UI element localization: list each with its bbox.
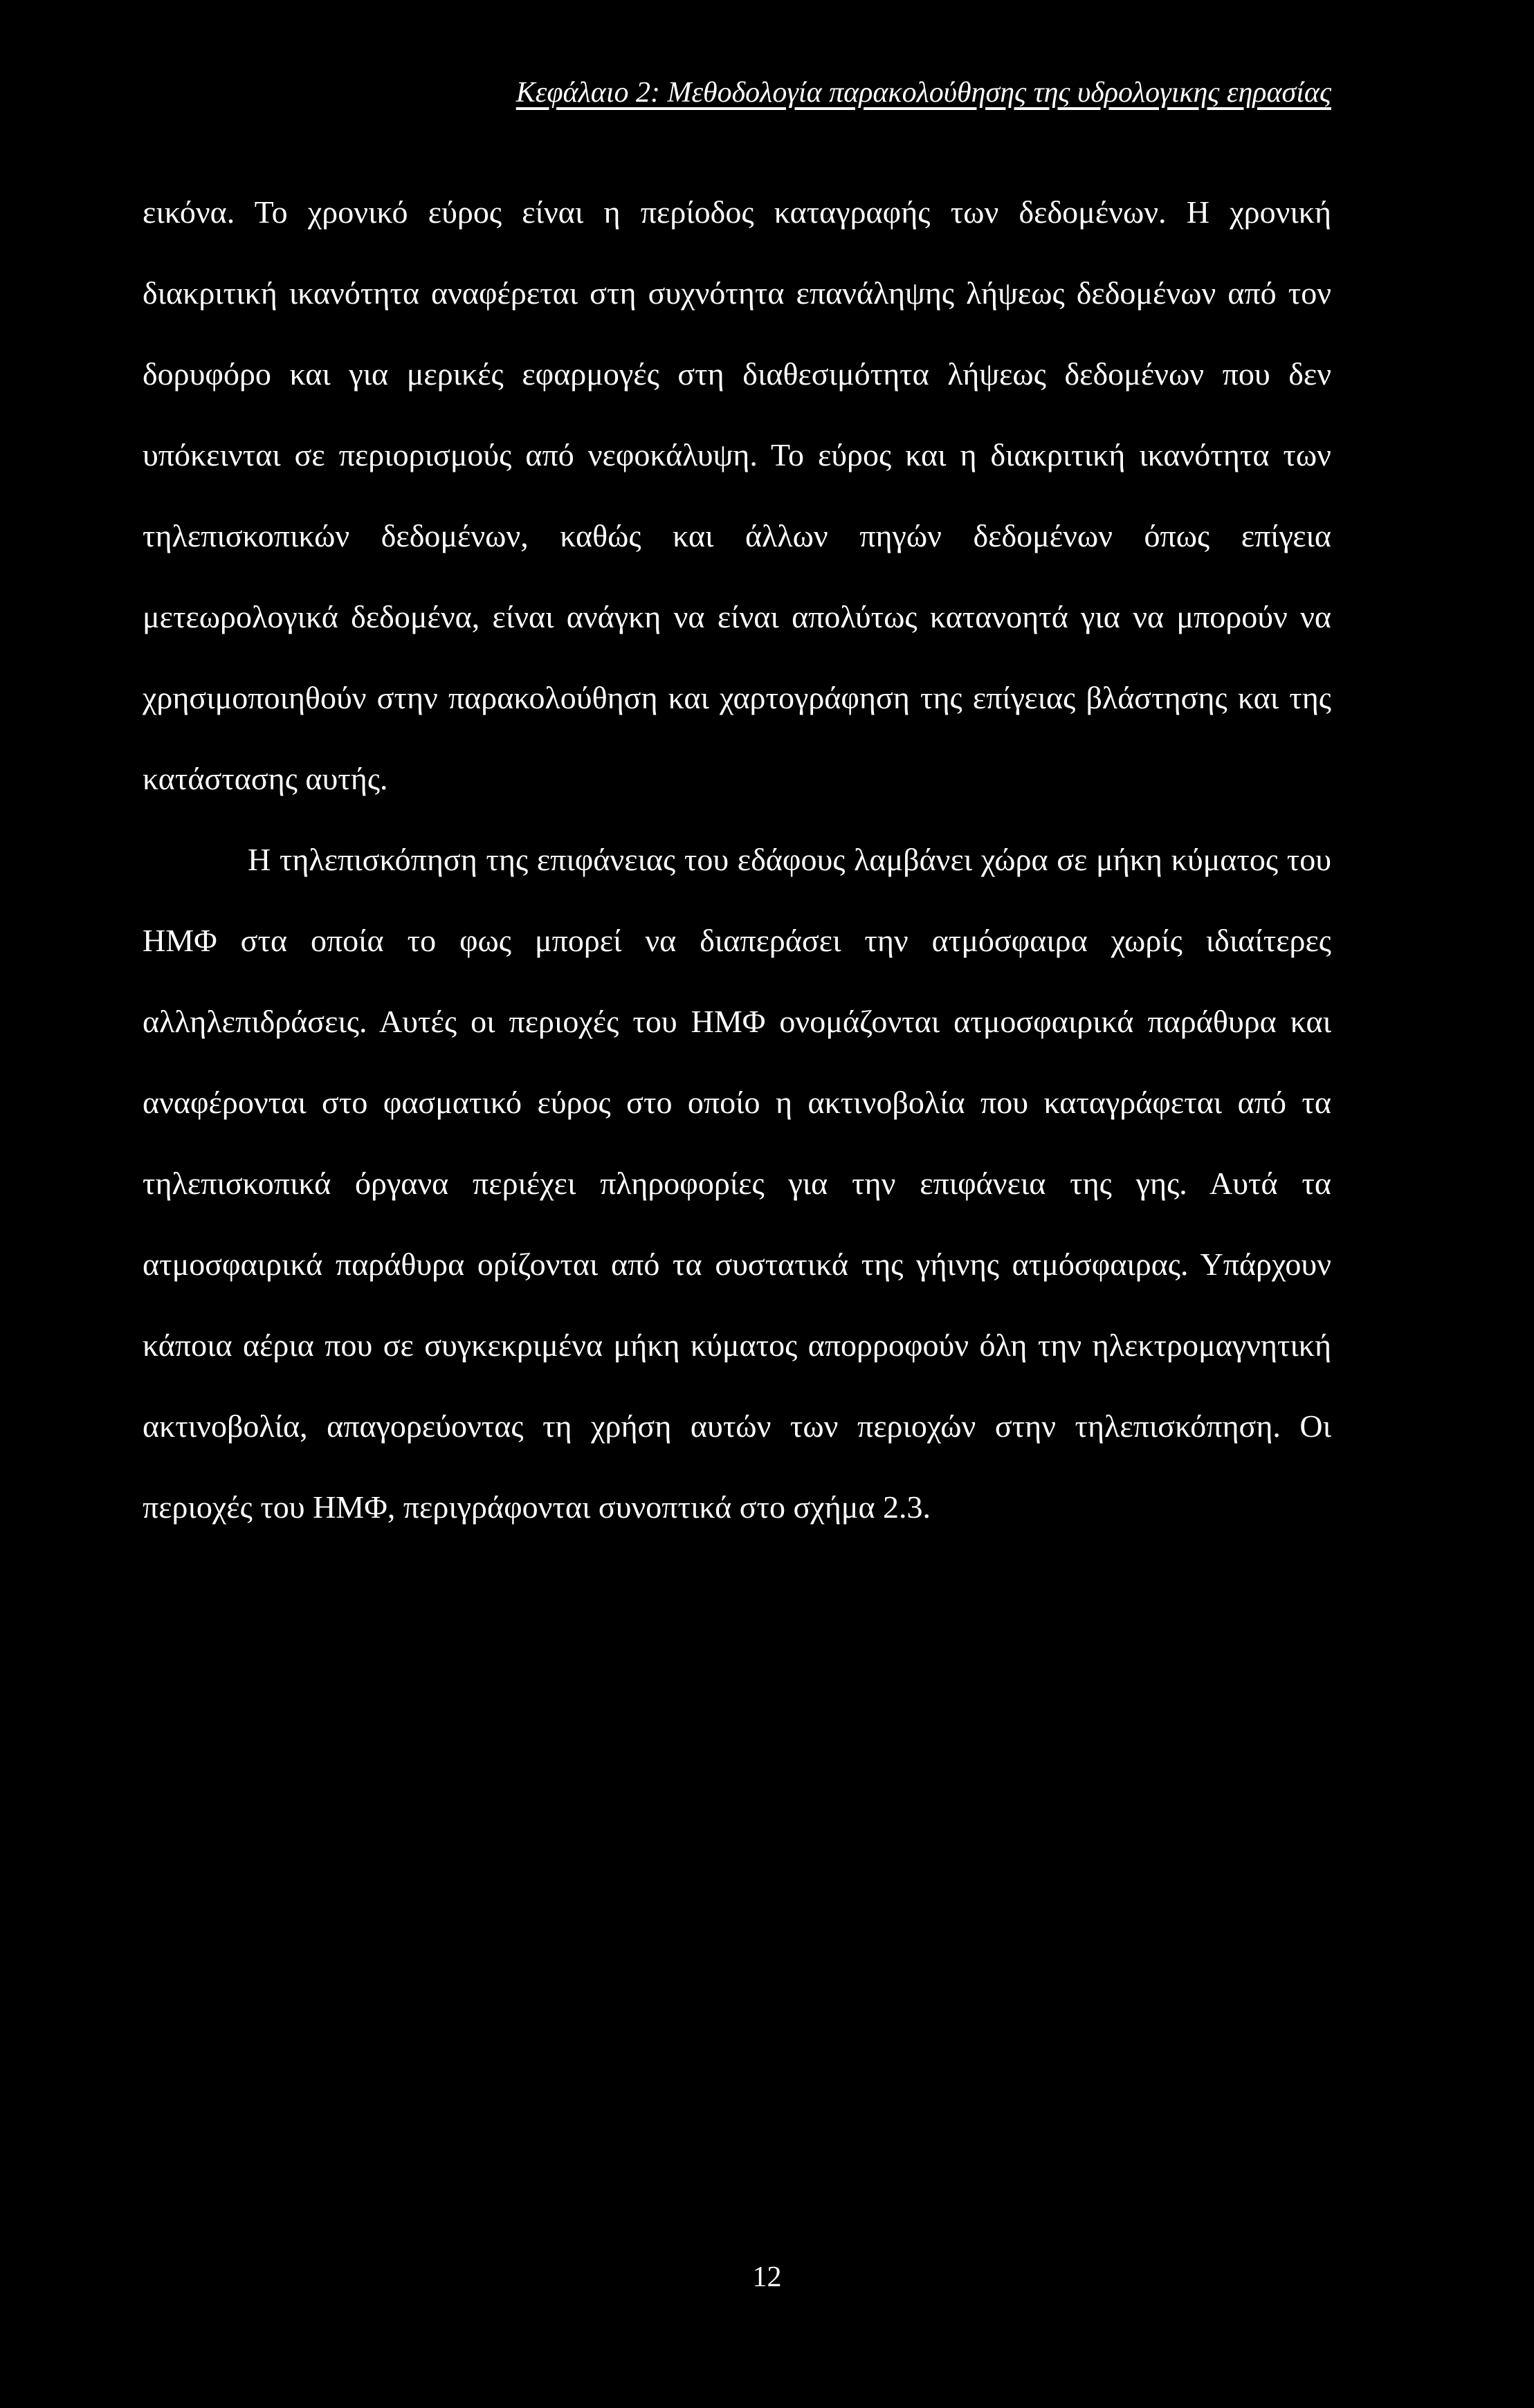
chapter-header: Κεφάλαιο 2: Μεθοδολογία παρακολούθησης της υδρολογικης εηρασίας: [515, 77, 1331, 109]
paragraph: εικόνα. Το χρονικό εύρος είναι η περίοδος καταγραφής των δεδομένων. Η χρονική διακριτική ικανότητα αναφέρεται στη συχνότητα επανάληψης λήψεως δεδομένων από τον δορυφόρο και για μερικές εφαρμογές στη διαθεσιμότητα λήψεως δεδομένων που δεν υπόκεινται σε περιορισμούς από νεφοκάλυψη. Το εύρος και η διακριτική ικανότητα των τηλεπισκοπικών δεδομένων, καθώς και άλλων πηγών δεδομένων όπως επίγεια μετεωρολογικά δεδομένα, είναι ανάγκη να είναι απολύτως κατανοητά για να μπορούν να χρησιμοποιηθούν στην παρακολούθηση και χαρτογράφηση της επίγειας βλάστησης και της κατάστασης αυτής.: [143, 194, 1331, 796]
paragraph: Η τηλεπισκόπηση της επιφάνειας του εδάφους λαμβάνει χώρα σε μήκη κύματος του ΗΜΦ στα οποία το φως μπορεί να διαπεράσει την ατμόσφαιρα χωρίς ιδιαίτερες αλληλεπιδράσεις. Αυτές οι περιοχές του ΗΜΦ ονομάζονται ατμοσφαιρικά παράθυρα και αναφέρονται στο φασματικό εύρος στο οποίο η ακτινοβολία που καταγράφεται από τα τηλεπισκοπικά όργανα περιέχει πληροφορίες για την επιφάνεια της γης. Αυτά τα ατμοσφαιρικά παράθυρα ορίζονται από τα συστατικά της γήινης ατμόσφαιρας. Υπάρχουν κάποια αέρια που σε συγκεκριμένα μήκη κύματος απορροφούν όλη την ηλεκτρομαγνητική ακτινοβολία, απαγορεύοντας τη χρήση αυτών των περιοχών στην τηλεπισκόπηση. Οι περιοχές του ΗΜΦ, περιγράφονται συνοπτικά στο σχήμα 2.3.: [143, 842, 1331, 1525]
page-number: 12: [752, 2261, 782, 2293]
page-body: [143, 172, 1331, 1547]
